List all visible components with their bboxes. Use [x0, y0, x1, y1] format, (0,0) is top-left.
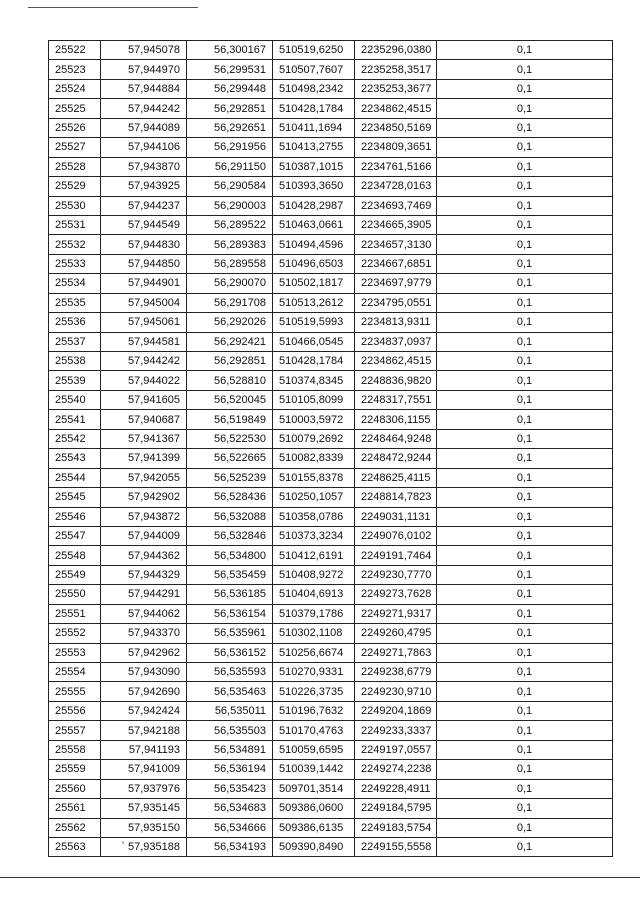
accuracy-cell: 0,1: [437, 79, 613, 98]
y-coordinate-cell: 2234693,7469: [355, 196, 437, 215]
longitude-cell: 56,535961: [187, 624, 273, 643]
y-coordinate-cell: 2249271,7863: [355, 643, 437, 662]
table-row: [49, 488, 613, 507]
accuracy-cell: 0,1: [437, 488, 613, 507]
x-coordinate-cell: 510413,2755: [273, 138, 355, 157]
longitude-cell: 56,522530: [187, 429, 273, 448]
longitude-cell: 56,534193: [187, 837, 273, 856]
latitude-cell: 57,944089: [101, 118, 187, 137]
accuracy-cell: 0,1: [437, 468, 613, 487]
accuracy-cell: 0,1: [437, 332, 613, 351]
accuracy-cell: 0,1: [437, 604, 613, 623]
table-row: [49, 585, 613, 604]
accuracy-cell: 0,1: [437, 663, 613, 682]
table-row: [49, 701, 613, 720]
accuracy-cell: 0,1: [437, 701, 613, 720]
latitude-cell: 57,944291: [101, 585, 187, 604]
y-coordinate-cell: 2234850,5169: [355, 118, 437, 137]
y-coordinate-cell: 2249274,2238: [355, 760, 437, 779]
x-coordinate-cell: 510270,9331: [273, 663, 355, 682]
latitude-cell: 57,944884: [101, 79, 187, 98]
x-coordinate-cell: 510256,6674: [273, 643, 355, 662]
point-number-cell: 25553: [49, 643, 101, 662]
point-number-cell: 25560: [49, 779, 101, 798]
point-number-cell: 25543: [49, 449, 101, 468]
accuracy-cell: 0,1: [437, 546, 613, 565]
latitude-cell: 57,942902: [101, 488, 187, 507]
table-row: [49, 157, 613, 176]
accuracy-cell: 0,1: [437, 196, 613, 215]
y-coordinate-cell: 2234665,3905: [355, 215, 437, 234]
y-coordinate-cell: 2249204,1869: [355, 701, 437, 720]
y-coordinate-cell: 2249228,4911: [355, 779, 437, 798]
table-row: [49, 449, 613, 468]
point-number-cell: 25552: [49, 624, 101, 643]
x-coordinate-cell: 510387,1015: [273, 157, 355, 176]
longitude-cell: 56,291956: [187, 138, 273, 157]
latitude-cell: 57,943090: [101, 663, 187, 682]
latitude-cell: 57,944850: [101, 254, 187, 273]
latitude-cell: 57,941399: [101, 449, 187, 468]
table-row: [49, 371, 613, 390]
x-coordinate-cell: 510379,1786: [273, 604, 355, 623]
coordinates-table-body: [49, 41, 613, 857]
y-coordinate-cell: 2234795,0551: [355, 293, 437, 312]
y-coordinate-cell: 2248306,1155: [355, 410, 437, 429]
point-number-cell: 25536: [49, 313, 101, 332]
longitude-cell: 56,536154: [187, 604, 273, 623]
x-coordinate-cell: 510428,1784: [273, 352, 355, 371]
table-row: [49, 837, 613, 856]
x-coordinate-cell: 510059,6595: [273, 740, 355, 759]
longitude-cell: 56,525239: [187, 468, 273, 487]
accuracy-cell: 0,1: [437, 507, 613, 526]
latitude-cell: 57,945061: [101, 313, 187, 332]
point-number-cell: 25542: [49, 429, 101, 448]
accuracy-cell: 0,1: [437, 643, 613, 662]
accuracy-cell: 0,1: [437, 313, 613, 332]
longitude-cell: 56,534891: [187, 740, 273, 759]
point-number-cell: 25534: [49, 274, 101, 293]
x-coordinate-cell: 510411,1694: [273, 118, 355, 137]
latitude-cell: 57,944237: [101, 196, 187, 215]
y-coordinate-cell: 2249271,9317: [355, 604, 437, 623]
y-coordinate-cell: 2249183,5754: [355, 818, 437, 837]
y-coordinate-cell: 2249260,4795: [355, 624, 437, 643]
y-coordinate-cell: 2234862,4515: [355, 352, 437, 371]
accuracy-cell: 0,1: [437, 818, 613, 837]
x-coordinate-cell: 510373,3234: [273, 526, 355, 545]
table-row: [49, 60, 613, 79]
y-coordinate-cell: 2234667,6851: [355, 254, 437, 273]
point-number-cell: 25526: [49, 118, 101, 137]
longitude-cell: 56,535593: [187, 663, 273, 682]
latitude-cell: 57,935150: [101, 818, 187, 837]
point-number-cell: 25558: [49, 740, 101, 759]
longitude-cell: 56,292851: [187, 99, 273, 118]
coordinates-table: [48, 40, 613, 857]
y-coordinate-cell: 2248814,7823: [355, 488, 437, 507]
latitude-cell: 57,943370: [101, 624, 187, 643]
longitude-cell: 56,289383: [187, 235, 273, 254]
y-coordinate-cell: 2249031,1131: [355, 507, 437, 526]
accuracy-cell: 0,1: [437, 740, 613, 759]
x-coordinate-cell: 509390,8490: [273, 837, 355, 856]
point-number-cell: 25533: [49, 254, 101, 273]
table-row: [49, 604, 613, 623]
x-coordinate-cell: 510358,0786: [273, 507, 355, 526]
point-number-cell: 25538: [49, 352, 101, 371]
accuracy-cell: 0,1: [437, 352, 613, 371]
x-coordinate-cell: 510374,8345: [273, 371, 355, 390]
latitude-cell: 57,942188: [101, 721, 187, 740]
point-number-cell: 25555: [49, 682, 101, 701]
point-number-cell: 25522: [49, 41, 101, 60]
table-row: [49, 682, 613, 701]
table-row: [49, 410, 613, 429]
x-coordinate-cell: 509701,3514: [273, 779, 355, 798]
y-coordinate-cell: 2249191,7464: [355, 546, 437, 565]
accuracy-cell: 0,1: [437, 99, 613, 118]
latitude-cell: 57,935145: [101, 799, 187, 818]
x-coordinate-cell: 510507,7607: [273, 60, 355, 79]
x-coordinate-cell: 510513,2612: [273, 293, 355, 312]
y-coordinate-cell: 2235253,3677: [355, 79, 437, 98]
x-coordinate-cell: 510496,6503: [273, 254, 355, 273]
longitude-cell: 56,292651: [187, 118, 273, 137]
table-row: [49, 740, 613, 759]
accuracy-cell: 0,1: [437, 429, 613, 448]
latitude-cell: 57,941193: [101, 740, 187, 759]
longitude-cell: 56,289558: [187, 254, 273, 273]
longitude-cell: 56,535011: [187, 701, 273, 720]
y-coordinate-cell: 2248472,9244: [355, 449, 437, 468]
y-coordinate-cell: 2234761,5166: [355, 157, 437, 176]
longitude-cell: 56,290584: [187, 177, 273, 196]
latitude-cell: 57,944242: [101, 99, 187, 118]
accuracy-cell: 0,1: [437, 177, 613, 196]
latitude-cell: 57,944062: [101, 604, 187, 623]
table-row: [49, 818, 613, 837]
accuracy-cell: 0,1: [437, 41, 613, 60]
point-number-cell: 25551: [49, 604, 101, 623]
table-row: [49, 624, 613, 643]
table-row: [49, 235, 613, 254]
point-number-cell: 25544: [49, 468, 101, 487]
latitude-cell: 57,944022: [101, 371, 187, 390]
x-coordinate-cell: 510404,6913: [273, 585, 355, 604]
y-coordinate-cell: 2249155,5558: [355, 837, 437, 856]
table-row: [49, 468, 613, 487]
latitude-cell: 57,941009: [101, 760, 187, 779]
table-row: [49, 546, 613, 565]
latitude-cell: 57,943872: [101, 507, 187, 526]
point-number-cell: 25563: [49, 837, 101, 856]
top-divider: [28, 7, 198, 8]
x-coordinate-cell: 510039,1442: [273, 760, 355, 779]
point-number-cell: 25532: [49, 235, 101, 254]
point-number-cell: 25524: [49, 79, 101, 98]
table-row: [49, 196, 613, 215]
x-coordinate-cell: 510250,1057: [273, 488, 355, 507]
accuracy-cell: 0,1: [437, 118, 613, 137]
table-row: [49, 177, 613, 196]
longitude-cell: 56,522665: [187, 449, 273, 468]
table-row: [49, 41, 613, 60]
x-coordinate-cell: 510082,8339: [273, 449, 355, 468]
latitude-cell: 57,944242: [101, 352, 187, 371]
point-number-cell: 25557: [49, 721, 101, 740]
latitude-cell: 57,944009: [101, 526, 187, 545]
x-coordinate-cell: 510003,5972: [273, 410, 355, 429]
point-number-cell: 25535: [49, 293, 101, 312]
y-coordinate-cell: 2249233,3337: [355, 721, 437, 740]
point-number-cell: 25527: [49, 138, 101, 157]
accuracy-cell: 0,1: [437, 390, 613, 409]
point-number-cell: 25550: [49, 585, 101, 604]
latitude-cell: 57,942690: [101, 682, 187, 701]
point-number-cell: 25556: [49, 701, 101, 720]
x-coordinate-cell: 509386,0600: [273, 799, 355, 818]
table-row: [49, 215, 613, 234]
x-coordinate-cell: 510428,2987: [273, 196, 355, 215]
y-coordinate-cell: 2248625,4115: [355, 468, 437, 487]
x-coordinate-cell: 510196,7632: [273, 701, 355, 720]
accuracy-cell: 0,1: [437, 254, 613, 273]
latitude-cell: 57,942962: [101, 643, 187, 662]
longitude-cell: 56,535459: [187, 565, 273, 584]
longitude-cell: 56,528436: [187, 488, 273, 507]
longitude-cell: 56,534683: [187, 799, 273, 818]
point-number-cell: 25540: [49, 390, 101, 409]
accuracy-cell: 0,1: [437, 721, 613, 740]
table-row: [49, 254, 613, 273]
accuracy-cell: 0,1: [437, 215, 613, 234]
point-number-cell: 25561: [49, 799, 101, 818]
accuracy-cell: 0,1: [437, 624, 613, 643]
latitude-cell: 57,942055: [101, 468, 187, 487]
x-coordinate-cell: 510079,2692: [273, 429, 355, 448]
table-row: [49, 118, 613, 137]
longitude-cell: 56,289522: [187, 215, 273, 234]
accuracy-cell: 0,1: [437, 138, 613, 157]
longitude-cell: 56,300167: [187, 41, 273, 60]
latitude-cell: 57,943870: [101, 157, 187, 176]
x-coordinate-cell: 510302,1108: [273, 624, 355, 643]
longitude-cell: 56,535503: [187, 721, 273, 740]
longitude-cell: 56,532846: [187, 526, 273, 545]
x-coordinate-cell: 510463,0661: [273, 215, 355, 234]
longitude-cell: 56,536194: [187, 760, 273, 779]
y-coordinate-cell: 2234809,3651: [355, 138, 437, 157]
y-coordinate-cell: 2249197,0557: [355, 740, 437, 759]
accuracy-cell: 0,1: [437, 371, 613, 390]
table-row: [49, 274, 613, 293]
table-row: [49, 663, 613, 682]
longitude-cell: 56,299531: [187, 60, 273, 79]
accuracy-cell: 0,1: [437, 274, 613, 293]
x-coordinate-cell: 510519,6250: [273, 41, 355, 60]
point-number-cell: 25523: [49, 60, 101, 79]
accuracy-cell: 0,1: [437, 293, 613, 312]
table-row: [49, 99, 613, 118]
longitude-cell: 56,532088: [187, 507, 273, 526]
longitude-cell: 56,536185: [187, 585, 273, 604]
longitude-cell: 56,536152: [187, 643, 273, 662]
latitude-cell: 57,937976: [101, 779, 187, 798]
table-row: [49, 565, 613, 584]
y-coordinate-cell: 2248836,9820: [355, 371, 437, 390]
y-coordinate-cell: 2249230,9710: [355, 682, 437, 701]
table-row: [49, 332, 613, 351]
bottom-divider: [0, 877, 640, 878]
latitude-cell: 57,944901: [101, 274, 187, 293]
x-coordinate-cell: 510412,6191: [273, 546, 355, 565]
latitude-cell: 57,945078: [101, 41, 187, 60]
table-row: [49, 390, 613, 409]
accuracy-cell: 0,1: [437, 760, 613, 779]
x-coordinate-cell: 510408,9272: [273, 565, 355, 584]
point-number-cell: 25545: [49, 488, 101, 507]
x-coordinate-cell: 510498,2342: [273, 79, 355, 98]
accuracy-cell: 0,1: [437, 449, 613, 468]
latitude-cell: ` 57,935188: [101, 837, 187, 856]
y-coordinate-cell: 2249184,5795: [355, 799, 437, 818]
x-coordinate-cell: 510226,3735: [273, 682, 355, 701]
accuracy-cell: 0,1: [437, 682, 613, 701]
accuracy-cell: 0,1: [437, 585, 613, 604]
longitude-cell: 56,292026: [187, 313, 273, 332]
table-row: [49, 79, 613, 98]
point-number-cell: 25528: [49, 157, 101, 176]
longitude-cell: 56,519849: [187, 410, 273, 429]
y-coordinate-cell: 2235296,0380: [355, 41, 437, 60]
table-row: [49, 507, 613, 526]
latitude-cell: 57,945004: [101, 293, 187, 312]
y-coordinate-cell: 2234862,4515: [355, 99, 437, 118]
table-row: [49, 760, 613, 779]
table-row: [49, 313, 613, 332]
latitude-cell: 57,942424: [101, 701, 187, 720]
point-number-cell: 25548: [49, 546, 101, 565]
accuracy-cell: 0,1: [437, 60, 613, 79]
accuracy-cell: 0,1: [437, 779, 613, 798]
y-coordinate-cell: 2249273,7628: [355, 585, 437, 604]
latitude-cell: 57,944362: [101, 546, 187, 565]
table-row: [49, 429, 613, 448]
x-coordinate-cell: 510428,1784: [273, 99, 355, 118]
longitude-cell: 56,292851: [187, 352, 273, 371]
accuracy-cell: 0,1: [437, 799, 613, 818]
latitude-cell: 57,944329: [101, 565, 187, 584]
y-coordinate-cell: 2249230,7770: [355, 565, 437, 584]
longitude-cell: 56,290070: [187, 274, 273, 293]
y-coordinate-cell: 2248464,9248: [355, 429, 437, 448]
latitude-cell: 57,940687: [101, 410, 187, 429]
x-coordinate-cell: 510519,5993: [273, 313, 355, 332]
x-coordinate-cell: 510155,8378: [273, 468, 355, 487]
point-number-cell: 25541: [49, 410, 101, 429]
y-coordinate-cell: 2248317,7551: [355, 390, 437, 409]
point-number-cell: 25525: [49, 99, 101, 118]
table-row: [49, 138, 613, 157]
accuracy-cell: 0,1: [437, 410, 613, 429]
longitude-cell: 56,535423: [187, 779, 273, 798]
longitude-cell: 56,292421: [187, 332, 273, 351]
longitude-cell: 56,291708: [187, 293, 273, 312]
point-number-cell: 25547: [49, 526, 101, 545]
latitude-cell: 57,941367: [101, 429, 187, 448]
accuracy-cell: 0,1: [437, 565, 613, 584]
longitude-cell: 56,299448: [187, 79, 273, 98]
x-coordinate-cell: 510393,3650: [273, 177, 355, 196]
latitude-cell: 57,943925: [101, 177, 187, 196]
point-number-cell: 25554: [49, 663, 101, 682]
point-number-cell: 25549: [49, 565, 101, 584]
x-coordinate-cell: 510105,8099: [273, 390, 355, 409]
x-coordinate-cell: 509386,6135: [273, 818, 355, 837]
longitude-cell: 56,290003: [187, 196, 273, 215]
table-row: [49, 643, 613, 662]
accuracy-cell: 0,1: [437, 235, 613, 254]
longitude-cell: 56,291150: [187, 157, 273, 176]
latitude-cell: 57,944549: [101, 215, 187, 234]
y-coordinate-cell: 2234837,0937: [355, 332, 437, 351]
longitude-cell: 56,535463: [187, 682, 273, 701]
latitude-cell: 57,944830: [101, 235, 187, 254]
longitude-cell: 56,534800: [187, 546, 273, 565]
table-row: [49, 799, 613, 818]
point-number-cell: 25529: [49, 177, 101, 196]
y-coordinate-cell: 2234728,0163: [355, 177, 437, 196]
accuracy-cell: 0,1: [437, 837, 613, 856]
point-number-cell: 25530: [49, 196, 101, 215]
latitude-cell: 57,944581: [101, 332, 187, 351]
x-coordinate-cell: 510170,4763: [273, 721, 355, 740]
table-row: [49, 352, 613, 371]
point-number-cell: 25562: [49, 818, 101, 837]
y-coordinate-cell: 2234813,9311: [355, 313, 437, 332]
y-coordinate-cell: 2235258,3517: [355, 60, 437, 79]
table-row: [49, 293, 613, 312]
point-number-cell: 25559: [49, 760, 101, 779]
y-coordinate-cell: 2234657,3130: [355, 235, 437, 254]
accuracy-cell: 0,1: [437, 526, 613, 545]
table-row: [49, 779, 613, 798]
point-number-cell: 25537: [49, 332, 101, 351]
point-number-cell: 25531: [49, 215, 101, 234]
x-coordinate-cell: 510494,4596: [273, 235, 355, 254]
longitude-cell: 56,528810: [187, 371, 273, 390]
y-coordinate-cell: 2249238,6779: [355, 663, 437, 682]
x-coordinate-cell: 510466,0545: [273, 332, 355, 351]
x-coordinate-cell: 510502,1817: [273, 274, 355, 293]
y-coordinate-cell: 2234697,9779: [355, 274, 437, 293]
table-row: [49, 526, 613, 545]
longitude-cell: 56,534666: [187, 818, 273, 837]
point-number-cell: 25539: [49, 371, 101, 390]
point-number-cell: 25546: [49, 507, 101, 526]
accuracy-cell: 0,1: [437, 157, 613, 176]
latitude-cell: 57,944106: [101, 138, 187, 157]
latitude-cell: 57,941605: [101, 390, 187, 409]
longitude-cell: 56,520045: [187, 390, 273, 409]
latitude-cell: 57,944970: [101, 60, 187, 79]
table-row: [49, 721, 613, 740]
y-coordinate-cell: 2249076,0102: [355, 526, 437, 545]
